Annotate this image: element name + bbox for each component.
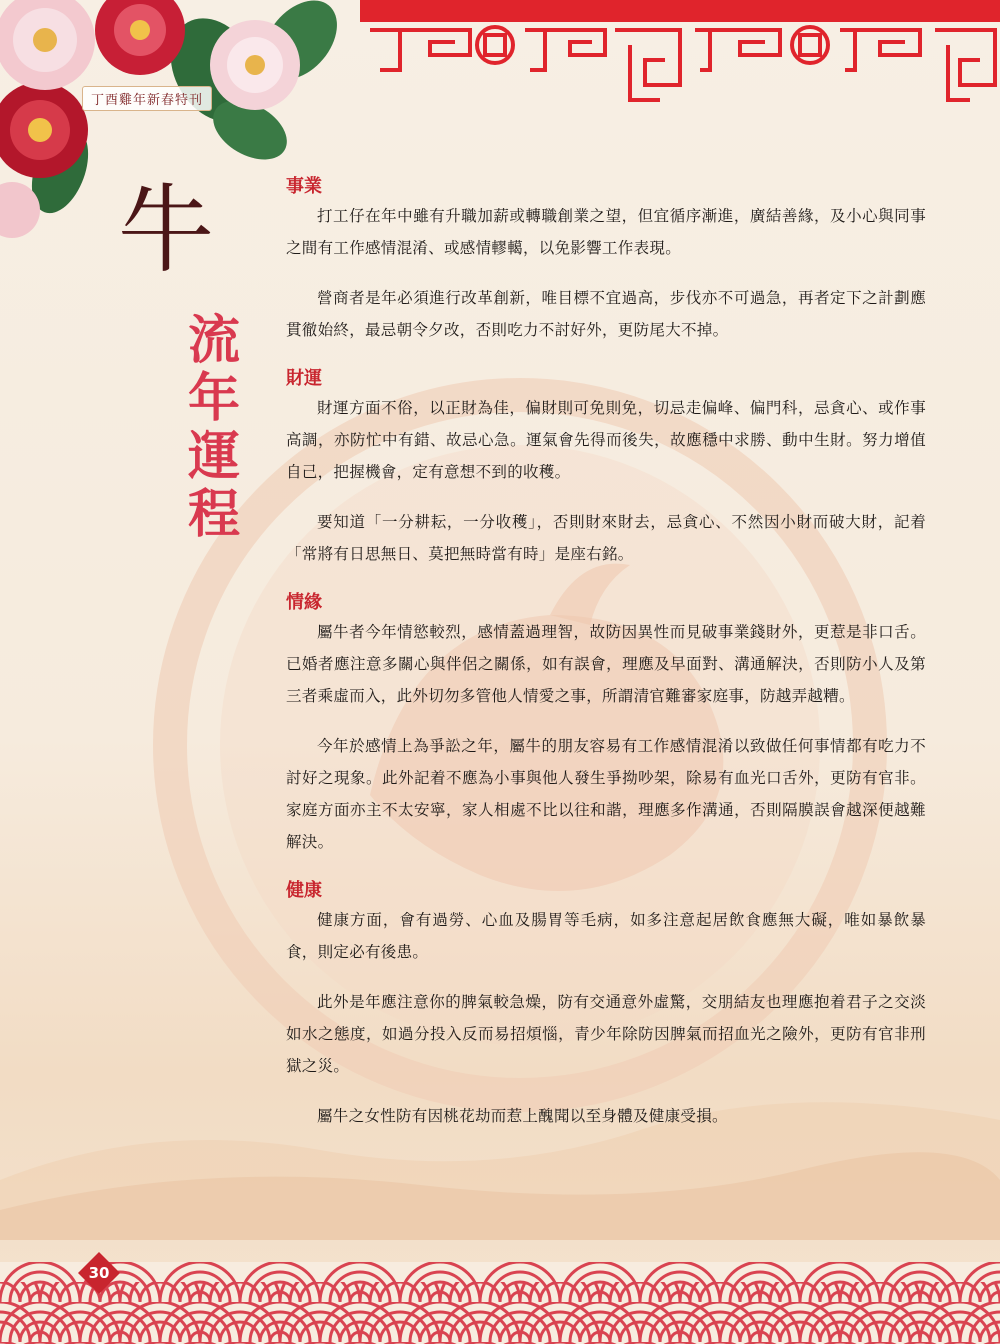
paragraph: 財運方面不俗，以正財為佳，偏財則可免則免，切忌走偏峰、偏門科，忌貪心、或作事高調，亦防忙中有錯、故忌心急。運氣會先得而後失，故應穩中求勝、動中生財。努力增值自己，把握機會，定有意想不到的收穫。 [286,399,926,481]
article-body [286,172,926,1150]
section-title: 事業 [286,176,322,197]
paragraph: 今年於感情上為爭訟之年，屬牛的朋友容易有工作感情混淆以致做任何事情都有吃力不討好之現象。此外記着不應為小事與他人發生爭拗吵架，除易有血光口舌外，更防有官非。家庭方面亦主不太安寧，家人相處不比以往和諧，理應多作溝通，否則隔膜誤會越深便越難解決。 [286,737,926,851]
paragraph: 屬牛之女性防有因桃花劫而惹上醜聞以至身體及健康受損。 [317,1107,728,1125]
title-char: 流 [187,310,240,371]
paragraph: 要知道「一分耕耘，一分收穫」，否則財來財去，忌貪心、不然因小財而破大財，記着「常將有日思無日、莫把無時當有時」是座右銘。 [286,513,926,563]
title-char: 運 [187,426,240,487]
paragraph: 此外是年應注意你的脾氣較急燥，防有交通意外虛驚，交朋結友也理應抱着君子之交淡如水之態度，如過分投入反而易招煩惱，青少年除防因脾氣而招血光之險外，更防有官非刑獄之災。 [286,993,926,1075]
page-number: 30 [88,1264,110,1282]
section-relationships [286,588,926,858]
section-wealth [286,364,926,570]
paragraph: 打工仔在年中雖有升職加薪或轉職創業之望，但宜循序漸進，廣結善緣，及小心與同事之間有工作感情混淆、或感情轇轕，以免影響工作表現。 [286,207,926,257]
section-title: 財運 [286,368,322,389]
paragraph: 健康方面，會有過勞、心血及腸胃等毛病，如多注意起居飲食應無大礙，唯如暴飲暴食，則定必有後患。 [286,911,926,961]
paragraph: 屬牛者今年情慾較烈，感情蓋過理智，故防因異性而見破事業錢財外，更惹是非口舌。已婚者應注意多關心與伴侶之關係，如有誤會，理應及早面對、溝通解決，否則防小人及第三者乘虛而入，此外切勿多管他人情愛之事，所謂清官難審家庭事，防越弄越糟。 [286,623,926,705]
zodiac-character: 牛 [118,174,214,286]
section-title: 健康 [286,880,322,901]
title-char: 年 [187,368,240,429]
section-health [286,876,926,1132]
section-career [286,172,926,346]
annual-fortune-title [184,312,244,544]
section-title: 情緣 [286,592,322,613]
wave-pattern-footer [0,1262,1000,1344]
issue-tag: 丁酉雞年新春特刊 [82,86,212,111]
lattice-border [360,0,1000,105]
paragraph: 營商者是年必須進行改革創新，唯目標不宜過高，步伐亦不可過急，再者定下之計劃應貫徹始終，最忌朝令夕改，否則吃力不討好外，更防尾大不掉。 [286,289,926,339]
title-char: 程 [187,484,240,545]
